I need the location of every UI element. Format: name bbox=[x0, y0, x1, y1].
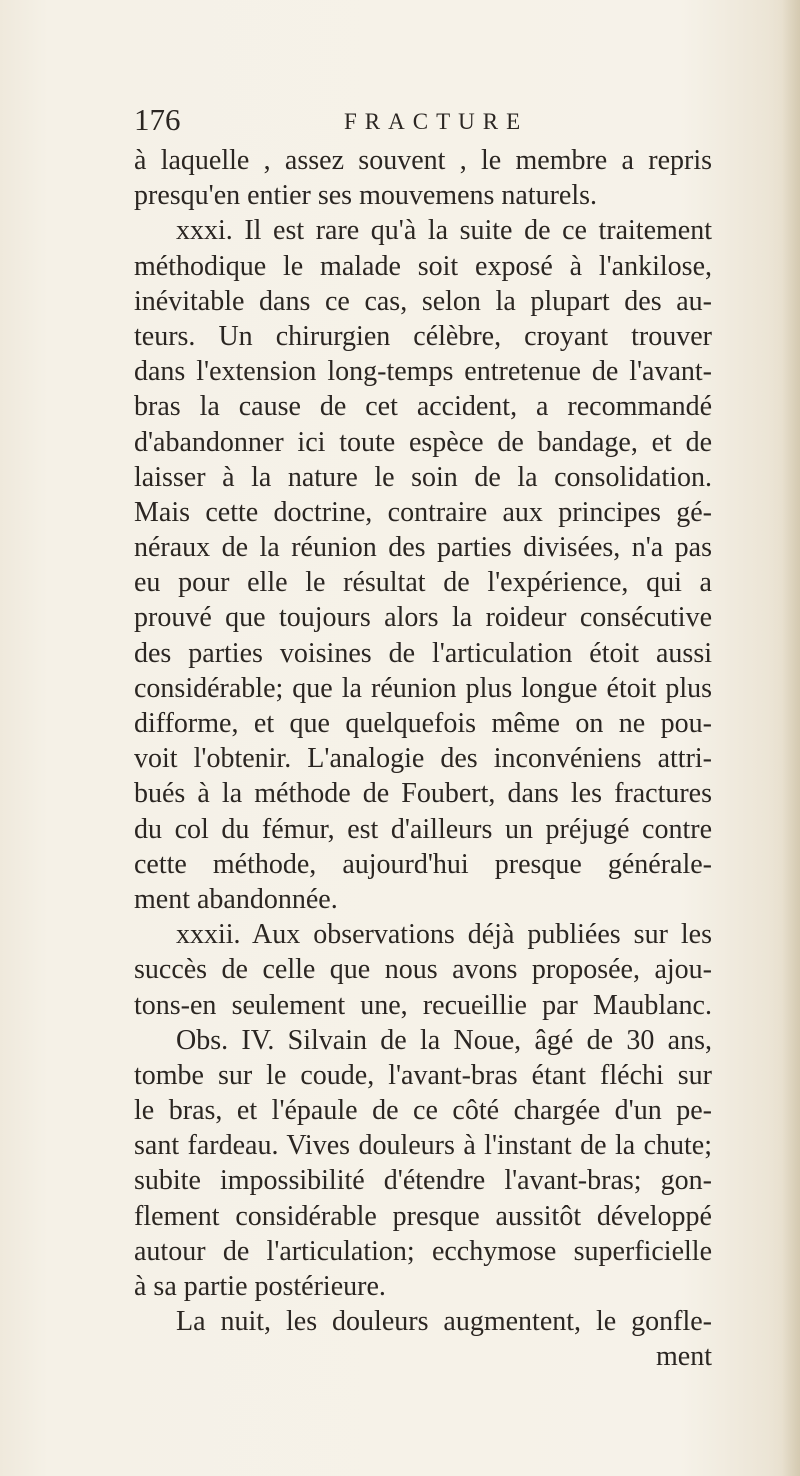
text-line: succès de celle que nous avons proposée, ajou- bbox=[134, 954, 712, 986]
page-edge-shadow bbox=[782, 0, 800, 1476]
text-line: Mais cette doctrine, contraire aux principes gé- bbox=[134, 496, 712, 528]
body-text bbox=[134, 143, 712, 1375]
paragraph-xxxi-start: xxxi. Il est rare qu'à la suite de ce traitement bbox=[176, 215, 712, 247]
text-line: cette méthode, aujourd'hui presque générale- bbox=[134, 848, 712, 880]
paragraph-xxxii-start: xxxii. Aux observations déjà publiées sur les bbox=[176, 919, 712, 951]
text-line: bués à la méthode de Foubert, dans les fractures bbox=[134, 778, 712, 810]
text-line: teurs. Un chirurgien célèbre, croyant trouver bbox=[134, 320, 712, 352]
text-line: bras la cause de cet accident, a recommandé bbox=[134, 391, 712, 423]
text-line: subite impossibilité d'étendre l'avant-bras; gon- bbox=[134, 1165, 712, 1197]
running-title: FRACTURE bbox=[344, 109, 529, 134]
text-line: à laquelle , assez souvent , le membre a repris bbox=[134, 145, 712, 176]
text-line: difforme, et que quelquefois même on ne pou- bbox=[134, 708, 712, 739]
text-line: voit l'obtenir. L'analogie des inconvéniens attri- bbox=[134, 743, 712, 775]
observation-iv-start: Obs. IV. Silvain de la Noue, âgé de 30 ans, bbox=[176, 1024, 712, 1056]
text-line: néraux de la réunion des parties divisées, n'a pas bbox=[134, 532, 712, 564]
text-line: à sa partie postérieure. bbox=[134, 1271, 386, 1302]
page-number: 176 bbox=[134, 102, 181, 137]
text-line: des parties voisines de l'articulation étoit aussi bbox=[134, 637, 712, 669]
catchword-line: ment bbox=[656, 1341, 712, 1373]
text-line: d'abandonner ici toute espèce de bandage, et de bbox=[134, 426, 712, 458]
text-line: du col du fémur, est d'ailleurs un préjugé contre bbox=[134, 813, 712, 845]
paragraph-la-nuit-start: La nuit, les douleurs augmentent, le gonfle- bbox=[176, 1306, 712, 1338]
text-line: tons-en seulement une, recueillie par Maublanc. bbox=[134, 989, 712, 1021]
text-line: presqu'en entier ses mouvemens naturels. bbox=[134, 180, 598, 212]
text-line: le bras, et l'épaule de ce côté chargée d'un pe- bbox=[134, 1095, 712, 1127]
text-line: eu pour elle le résultat de l'expérience, qui a bbox=[134, 567, 712, 599]
text-line: flement considérable presque aussitôt développé bbox=[134, 1200, 712, 1232]
text-line: dans l'extension long-temps entretenue de l'avant- bbox=[134, 356, 712, 388]
page-header bbox=[134, 100, 714, 140]
text-line: tombe sur le coude, l'avant-bras étant fléchi sur bbox=[134, 1059, 712, 1091]
text-line: autour de l'articulation; ecchymose superficielle bbox=[134, 1235, 712, 1267]
text-line: considérable; que la réunion plus longue étoit plus bbox=[134, 672, 712, 704]
text-line: méthodique le malade soit exposé à l'ankilose, bbox=[134, 250, 712, 282]
text-line: ment abandonnée. bbox=[134, 883, 338, 915]
text-line: laisser à la nature le soin de la consolidation. bbox=[134, 461, 712, 493]
text-line: prouvé que toujours alors la roideur consécutive bbox=[134, 602, 712, 634]
text-line: sant fardeau. Vives douleurs à l'instant de la chute; bbox=[134, 1130, 712, 1162]
text-line: inévitable dans ce cas, selon la plupart des au- bbox=[134, 285, 712, 317]
